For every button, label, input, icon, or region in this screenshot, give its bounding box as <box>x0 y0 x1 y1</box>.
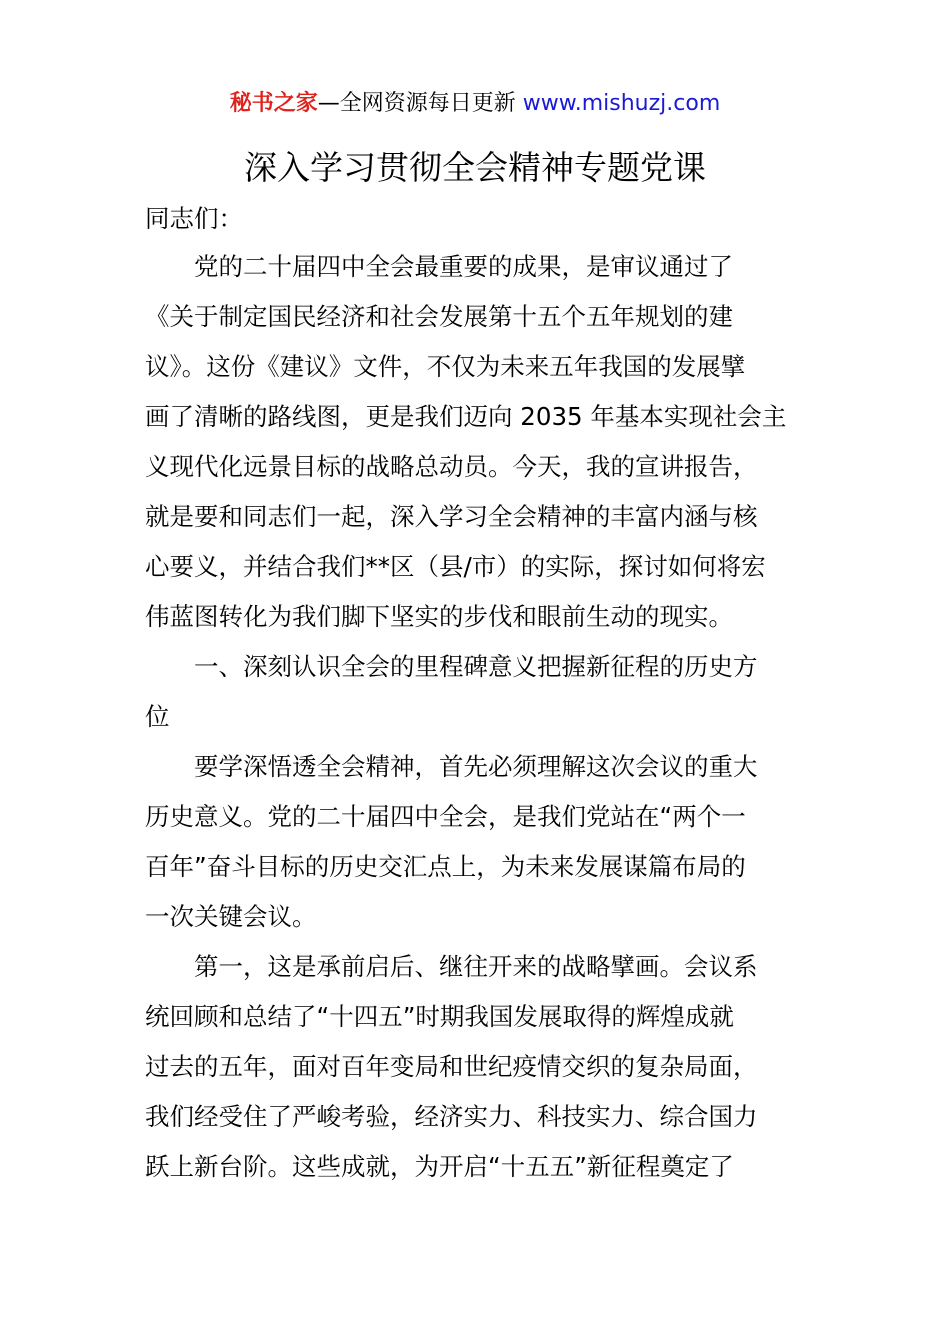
paragraph-line: 要学深悟透全会精神，首先必须理解这次会议的重大 <box>194 752 758 781</box>
paragraph-line: 我们经受住了严峻考验，经济实力、科技实力、综合国力 <box>145 1102 758 1131</box>
document-body <box>145 196 807 1192</box>
paragraph-line: 就是要和同志们一起，深入学习全会精神的丰富内涵与核 <box>145 502 758 531</box>
paragraph-line: 《关于制定国民经济和社会发展第十五个五年规划的建 <box>145 302 733 331</box>
document-title: 深入学习贯彻全会精神专题党课 <box>244 148 706 187</box>
site-header <box>0 88 950 120</box>
site-tagline: —全网资源每日更新 <box>317 91 523 116</box>
paragraph-line: 历史意义。党的二十届四中全会，是我们党站在“两个一 <box>145 802 746 831</box>
paragraph-line: 伟蓝图转化为我们脚下坚实的步伐和眼前生动的现实。 <box>145 602 733 631</box>
site-brand: 秘书之家 <box>229 91 318 116</box>
paragraph-line: 跃上新台阶。这些成就，为开启“十五五”新征程奠定了 <box>145 1152 734 1181</box>
paragraph-line: 统回顾和总结了“十四五”时期我国发展取得的辉煌成就 <box>145 1002 734 1031</box>
paragraph-line: 义现代化远景目标的战略总动员。今天，我的宣讲报告， <box>145 452 758 481</box>
section-heading-line: 位 <box>145 702 170 731</box>
paragraph-line: 画了清晰的路线图，更是我们迈向 2035 年基本实现社会主 <box>145 402 787 431</box>
paragraph-line: 第一，这是承前启后、继往开来的战略擘画。会议系 <box>194 952 758 981</box>
section-heading-line: 一、深刻认识全会的里程碑意义把握新征程的历史方 <box>194 652 758 681</box>
paragraph-line: 百年”奋斗目标的历史交汇点上，为未来发展谋篇布局的 <box>145 852 746 881</box>
site-url-link[interactable]: www.mishuzj.com <box>522 91 721 116</box>
paragraph-line: 党的二十届四中全会最重要的成果，是审议通过了 <box>194 252 733 281</box>
paragraph-line: 议》。这份《建议》文件，不仅为未来五年我国的发展擘 <box>145 352 746 381</box>
paragraph-line: 心要义，并结合我们**区（县/市）的实际，探讨如何将宏 <box>145 552 766 581</box>
paragraph-line: 过去的五年，面对百年变局和世纪疫情交织的复杂局面， <box>145 1052 758 1081</box>
greeting: 同志们： <box>145 204 243 233</box>
paragraph-line: 一次关键会议。 <box>145 902 317 931</box>
